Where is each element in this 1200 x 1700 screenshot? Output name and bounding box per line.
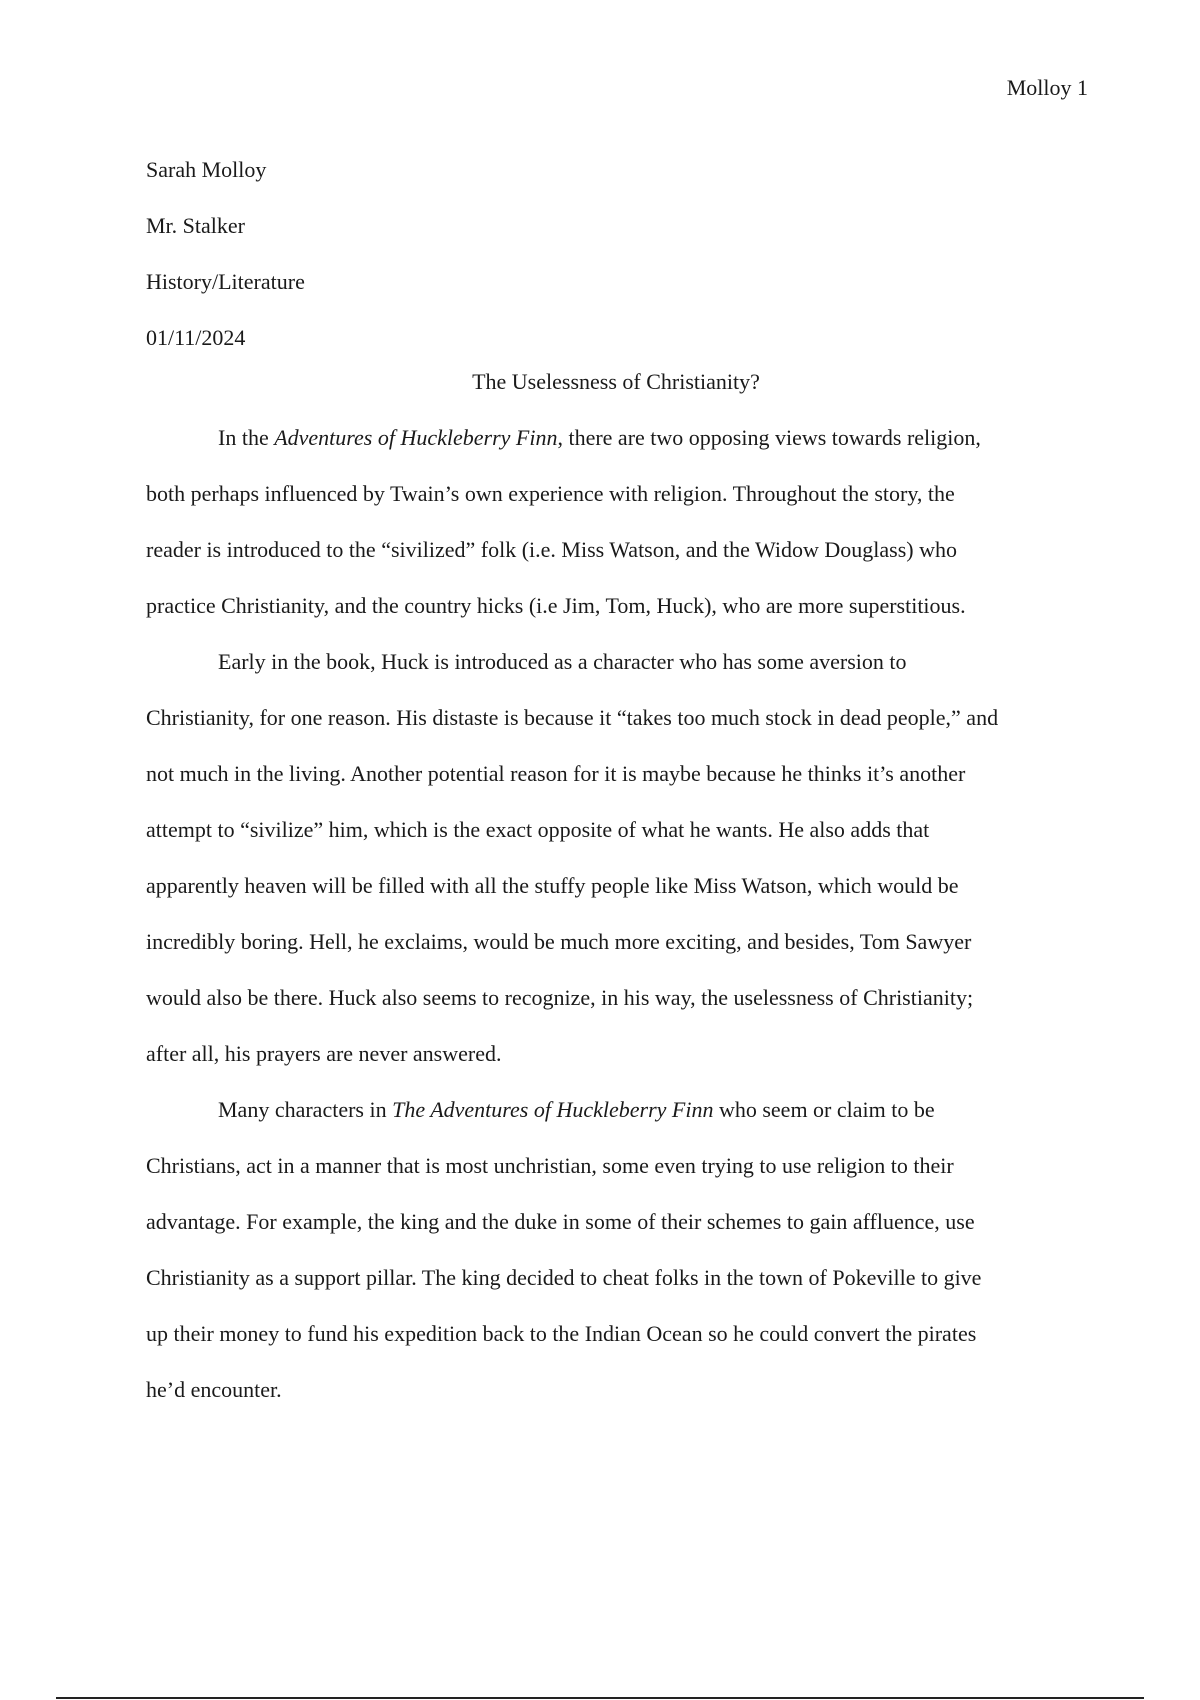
paragraph-2-line-5: apparently heaven will be filled with all the stuffy people like Miss Watson, which would be <box>146 873 959 898</box>
paragraph-2-line-4: attempt to “sivilize” him, which is the exact opposite of what he wants. He also adds that <box>146 817 930 842</box>
paragraph-1-line-3: reader is introduced to the “sivilized” folk (i.e. Miss Watson, and the Widow Douglass) who <box>146 537 957 562</box>
text-run: Many characters in <box>218 1097 393 1122</box>
paragraph-2-line-6: incredibly boring. Hell, he exclaims, would be much more exciting, and besides, Tom Sawyer <box>146 929 972 954</box>
essay-title: The Uselessness of Christianity? <box>472 369 760 394</box>
paragraph-2-line-1: Early in the book, Huck is introduced as a character who has some aversion to <box>218 649 907 674</box>
book-title: The Adventures of Huckleberry Finn <box>392 1097 714 1122</box>
course-name: History/Literature <box>146 269 305 294</box>
paragraph-2-line-3: not much in the living. Another potential reason for it is maybe because he thinks it’s another <box>146 761 966 786</box>
paragraph-2-line-8: after all, his prayers are never answered. <box>146 1041 502 1066</box>
text-run: who seem or claim to be <box>713 1097 935 1122</box>
text-run: , there are two opposing views towards religion, <box>557 425 981 450</box>
paragraph-3-line-5: up their money to fund his expedition back to the Indian Ocean so he could convert the pirates <box>146 1321 977 1346</box>
text-run: In the <box>218 425 275 450</box>
paragraph-3-line-3: advantage. For example, the king and the duke in some of their schemes to gain affluence, use <box>146 1209 975 1234</box>
essay-body <box>146 410 1086 1418</box>
paragraph-3-line-2: Christians, act in a manner that is most unchristian, some even trying to use religion to their <box>146 1153 954 1178</box>
paragraph-3-line-1 <box>146 1082 1086 1138</box>
paragraph-3-line-4: Christianity as a support pillar. The king decided to cheat folks in the town of Pokeville to give <box>146 1265 982 1290</box>
author-name: Sarah Molloy <box>146 157 267 182</box>
book-title: Adventures of Huckleberry Finn <box>274 425 558 450</box>
running-head: Molloy 1 <box>1006 75 1088 100</box>
paragraph-1-line-1 <box>146 410 1086 466</box>
paragraph-1-line-4: practice Christianity, and the country hicks (i.e Jim, Tom, Huck), who are more superstitious. <box>146 593 966 618</box>
paragraph-1-line-2: both perhaps influenced by Twain’s own experience with religion. Throughout the story, the <box>146 481 955 506</box>
page-bottom-divider <box>56 1697 1144 1699</box>
paragraph-2-line-7: would also be there. Huck also seems to recognize, in his way, the uselessness of Christianity; <box>146 985 974 1010</box>
instructor-name: Mr. Stalker <box>146 213 245 238</box>
paragraph-3-line-6: he’d encounter. <box>146 1377 282 1402</box>
paragraph-2-line-2: Christianity, for one reason. His distaste is because it “takes too much stock in dead people,” and <box>146 705 999 730</box>
date: 01/11/2024 <box>146 325 246 350</box>
mla-heading <box>146 142 1086 366</box>
